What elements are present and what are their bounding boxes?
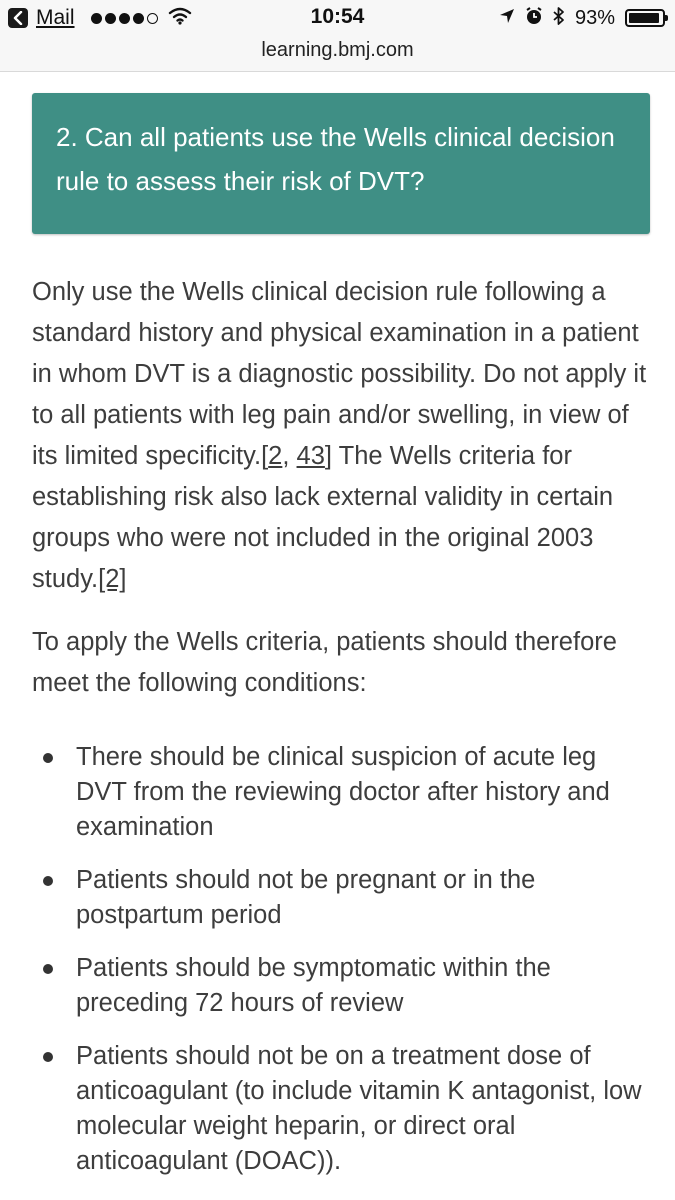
back-to-app-link[interactable]: Mail (36, 6, 75, 29)
alarm-icon (525, 7, 543, 30)
question-box (32, 93, 650, 234)
paragraph-conditions-intro: To apply the Wells criteria, patients should therefore meet the following conditions: (32, 628, 617, 697)
battery-icon (625, 9, 665, 27)
clock: 10:54 (310, 5, 365, 28)
article-content (32, 93, 652, 1197)
battery-fill (629, 13, 659, 23)
bluetooth-icon (553, 6, 565, 31)
url-domain: learning.bmj.com (261, 39, 414, 61)
reference-link-43[interactable]: 43 (296, 442, 325, 470)
list-item: Patients should be symptomatic within the preceding 72 hours of review (32, 951, 652, 1021)
status-right (499, 6, 665, 30)
paragraph-text-continued: The Wells criteria for establishing risk also lack external validity in certain groups who were not included in the original 2003 study. (32, 442, 614, 593)
paragraph-text: Only use the Wells clinical decision rule following a standard history and physical examination in a patient in whom DVT is a diagnostic possibility. Do not apply it to all patients with leg pain and/or swelling, in view of its limited specificity. (32, 278, 647, 470)
ref-separator: , (282, 442, 297, 470)
conditions-list (32, 740, 652, 1179)
ref-bracket-open: [ (261, 442, 269, 470)
reference-link-2[interactable]: 2 (268, 442, 283, 470)
list-item: Patients should not be pregnant or in the postpartum period (32, 863, 652, 933)
battery-percent: 93% (574, 6, 615, 29)
list-item: There should be clinical suspicion of acute leg DVT from the reviewing doctor after history and examination (32, 740, 652, 845)
paragraph-wells-usage (32, 272, 652, 600)
list-item: Patients should not be on a treatment dose of anticoagulant (to include vitamin K antagonist, low molecular weight heparin, or direct oral anticoagulant (DOAC)). (32, 1039, 652, 1179)
ref-bracket-close: ] (324, 442, 332, 470)
url-bar[interactable] (0, 36, 675, 72)
status-bar (0, 0, 675, 36)
location-arrow-icon (499, 8, 515, 29)
question-title: 2. Can all patients use the Wells clinical decision rule to assess their risk of DVT? (56, 122, 615, 196)
reference-link-2-second[interactable]: [2] (98, 565, 127, 593)
